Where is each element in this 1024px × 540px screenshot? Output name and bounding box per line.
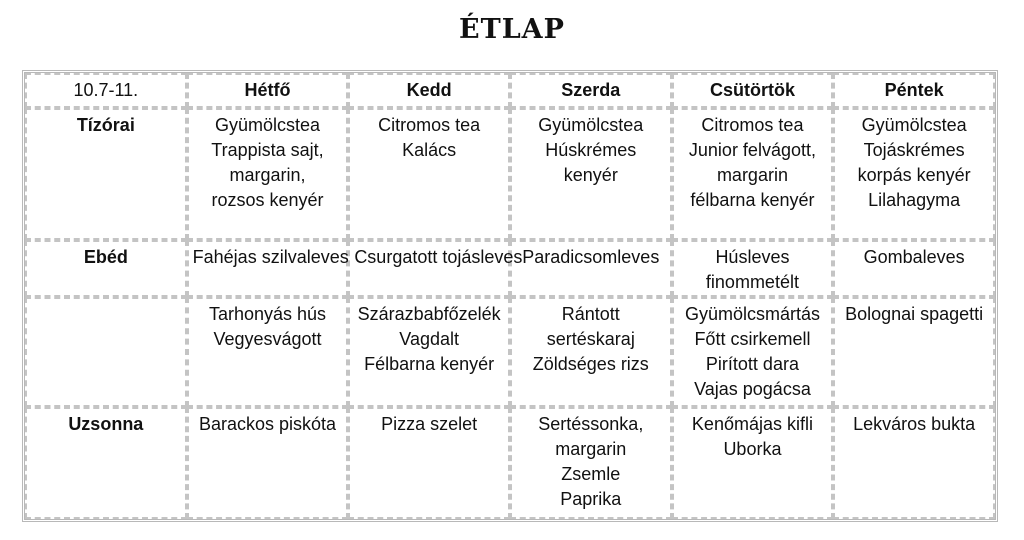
menu-cell xyxy=(348,297,510,407)
dish-line: Rántott xyxy=(561,304,620,324)
dish-line: Kenőmájas kifli xyxy=(691,414,813,434)
dish-line: Paprika xyxy=(560,489,622,509)
dish-line: Zöldséges rizs xyxy=(532,354,649,374)
dish-line: kenyér xyxy=(563,165,618,185)
dish-line: Junior felvágott, xyxy=(688,140,816,160)
meal-label: Ebéd xyxy=(25,240,187,297)
dish-line: Citromos tea xyxy=(701,115,804,135)
menu-cell xyxy=(672,108,834,240)
date-range-cell: 10.7-11. xyxy=(25,73,187,108)
dish-line: Húsleves xyxy=(715,247,790,267)
menu-cell xyxy=(187,108,349,240)
dish-line: finommetélt xyxy=(705,272,799,292)
dish-line: Pizza szelet xyxy=(381,414,478,434)
menu-cell xyxy=(510,407,672,519)
dish-line: Bolognai spagetti xyxy=(845,304,984,324)
day-header-thursday: Csütörtök xyxy=(672,73,834,108)
dish-line: Vegyesvágott xyxy=(213,329,322,349)
menu-cell xyxy=(510,297,672,407)
dish-line: Trappista sajt, xyxy=(211,140,324,160)
dish-line: Szárazbabfőzelék xyxy=(357,304,501,324)
dish-line: Félbarna kenyér xyxy=(364,354,495,374)
dish-line: Uborka xyxy=(723,439,782,459)
menu-cell xyxy=(833,407,995,519)
dish-line: Pirított dara xyxy=(705,354,799,374)
dish-line: Fahéjas szilvaleves xyxy=(192,247,349,267)
meal-row xyxy=(25,108,995,240)
menu-cell xyxy=(348,240,523,297)
day-header-friday: Péntek xyxy=(833,73,995,108)
dish-line: Lekváros bukta xyxy=(853,414,976,434)
dish-line: margarin xyxy=(555,439,627,459)
day-header-wednesday: Szerda xyxy=(510,73,672,108)
dish-line: Főtt csirkemell xyxy=(694,329,811,349)
meal-label xyxy=(25,297,187,407)
dish-line: margarin xyxy=(716,165,788,185)
menu-cell xyxy=(833,240,995,297)
meal-row xyxy=(25,407,995,519)
dish-line: Sertéssonka, xyxy=(538,414,644,434)
meal-row xyxy=(25,297,995,407)
dish-line: Húskrémes xyxy=(545,140,637,160)
menu-cell xyxy=(833,297,995,407)
menu-cell xyxy=(510,108,672,240)
dish-line: Barackos piskóta xyxy=(198,414,337,434)
meal-row xyxy=(25,240,995,297)
dish-line: korpás kenyér xyxy=(857,165,971,185)
page-title: ÉTLAP xyxy=(459,14,565,45)
dish-line: Citromos tea xyxy=(378,115,481,135)
menu-cell xyxy=(672,407,834,519)
dish-line: Tarhonyás hús xyxy=(208,304,327,324)
menu-cell xyxy=(187,297,349,407)
menu-cell xyxy=(348,407,510,519)
header-row xyxy=(25,73,995,108)
dish-line: Vajas pogácsa xyxy=(694,379,811,399)
dish-line: félbarna kenyér xyxy=(690,190,815,210)
dish-line: Paradicsomleves xyxy=(522,247,660,267)
day-header-tuesday: Kedd xyxy=(348,73,510,108)
dish-line: Zsemle xyxy=(561,464,621,484)
menu-cell xyxy=(833,108,995,240)
dish-line: Gyümölcstea xyxy=(861,115,967,135)
dish-line: Tojáskrémes xyxy=(863,140,965,160)
menu-cell xyxy=(672,297,834,407)
menu-cell xyxy=(348,108,510,240)
dish-line: margarin, xyxy=(229,165,306,185)
dish-line: Gyümölcstea xyxy=(214,115,320,135)
meal-label: Tízórai xyxy=(25,108,187,240)
dish-line: Lilahagyma xyxy=(868,190,961,210)
dish-line: sertéskaraj xyxy=(546,329,635,349)
dish-line: Csurgatott tojásleves xyxy=(354,247,523,267)
dish-line: Gombaleves xyxy=(863,247,965,267)
dish-line: Kalács xyxy=(402,140,457,160)
menu-cell xyxy=(187,240,349,297)
dish-line: rozsos kenyér xyxy=(211,190,324,210)
menu-cell xyxy=(187,407,349,519)
menu-table xyxy=(22,70,998,522)
meal-label: Uzsonna xyxy=(25,407,187,519)
dish-line: Gyümölcsmártás xyxy=(684,304,820,324)
menu-cell xyxy=(672,240,834,297)
dish-line: Vagdalt xyxy=(399,329,459,349)
menu-cell xyxy=(510,240,672,297)
dish-line: Gyümölcstea xyxy=(538,115,644,135)
day-header-monday: Hétfő xyxy=(187,73,349,108)
